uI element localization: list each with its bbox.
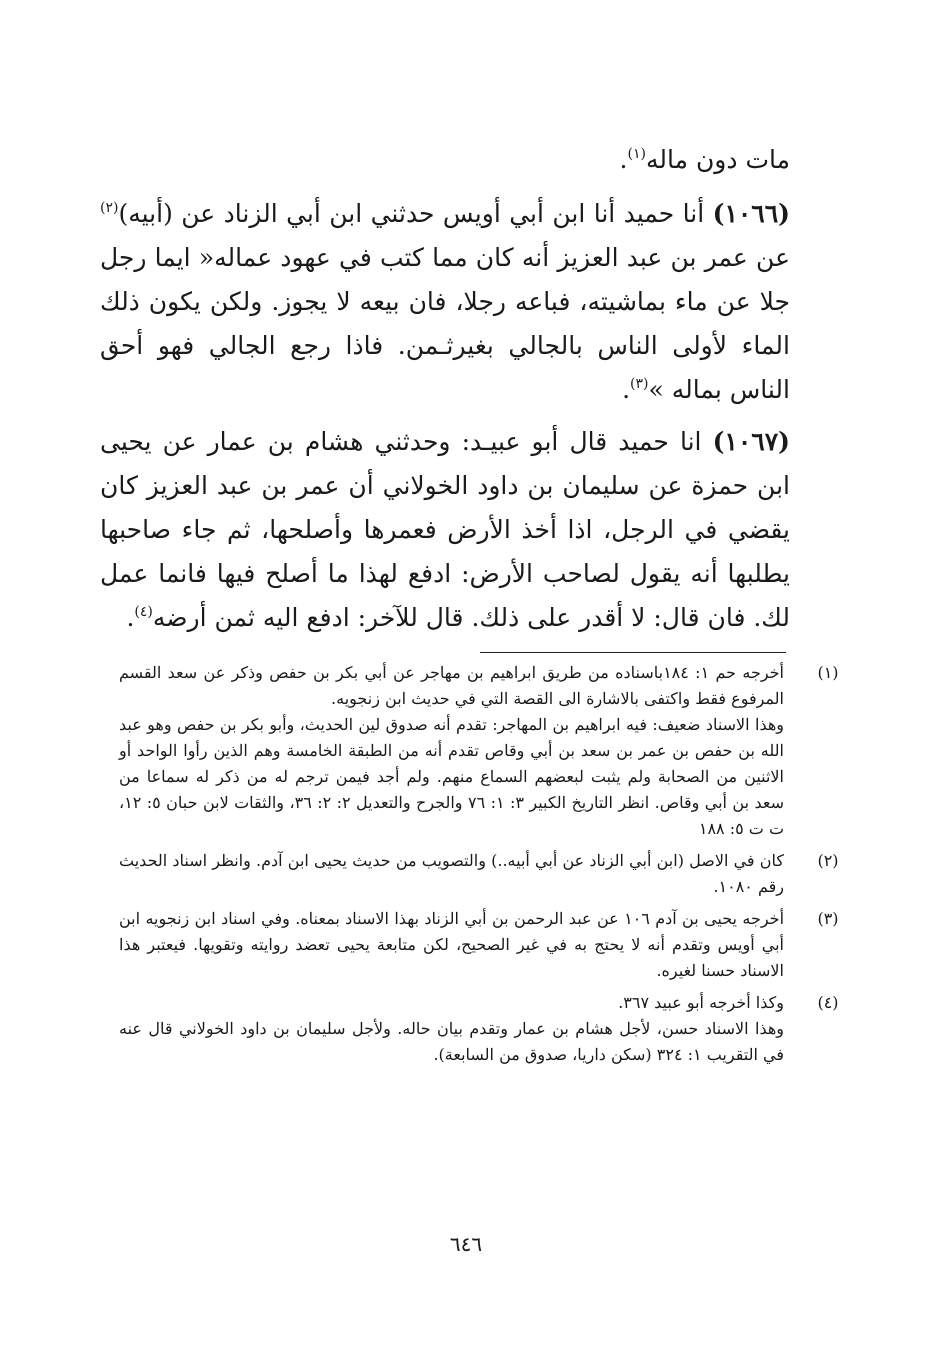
footnote-ref-4: (٤) [134, 604, 153, 620]
footnote-1 [119, 660, 839, 842]
hadith-number: (١٠٦٦) [712, 199, 790, 228]
hadith-1066 [100, 192, 790, 412]
footnote-text: وهذا الاسناد حسن، لأجل هشام بن عمار وتقدم بيان حاله. ولأجل سليمان بن داود الخولاني قال عنه في التقريب ١: ٣٢٤ (سكن داريا، صدوق من السابعة). [119, 1019, 784, 1064]
hadith-text-b: عن عمر بن عبد العزيز أنه كان مما كتب في عهود عماله« ايما رجل جلا عن ماء بماشيته، فباعه رجلا، فان بيعه لا يجوز. ولكن يكون ذلك الماء لأولى الناس بالجالي بغيرثـمن. فاذا رجع الجالي فهو أحق الناس بماله » [100, 243, 790, 404]
footnote-separator [480, 652, 786, 653]
intro-text: مات دون ماله [645, 145, 790, 174]
footnote-text: كان في الاصل (ابن أبي الزناد عن أبي أبيه..) والتصويب من حديث يحيى ابن آدم. وانظر اسناد الحديث رقم ١٠٨٠. [119, 851, 785, 896]
hadith-end: . [622, 375, 631, 404]
footnote-text: أخرجه حم ١: ١٨٤باسناده من طريق ابراهيم بن مهاجر عن أبي بكر بن حفص وذكر عن سعد القسم المرفوع فقط واكتفى بالاشارة الى القصة التي في حديث ابن زنجويه. [119, 663, 784, 708]
footnote-text: وكذا أخرجه أبو عبيد ٣٦٧. [618, 993, 784, 1012]
footnote-marker: (٣) [817, 909, 839, 928]
hadith-end: . [126, 603, 135, 632]
footnote-ref-1: (١) [627, 146, 646, 162]
footnote-2 [119, 848, 839, 900]
footnote-marker: (١) [817, 663, 839, 682]
intro-end: . [619, 145, 628, 174]
intro-paragraph [100, 138, 790, 182]
hadith-text: انا حميد قال أبو عبيـد: وحدثني هشام بن عمار عن يحيى ابن حمزة عن سليمان بن داود الخولاني أن عمر بن عبد العزيز كان يقضي في الرجل، اذا أخذ الأرض فعمرها وأصلحها، ثم جاء صاحبها يطلبها أنه يقول لصاحب الأرض: ادفع لهذا ما أصلح فيها فانما عمل لك. فان قال: لا أقدر على ذلك. قال للآخر: ادفع اليه ثمن أرضه [100, 427, 790, 632]
footnote-3 [119, 906, 839, 984]
footnote-marker: (٢) [817, 851, 839, 870]
hadith-number: (١٠٦٧) [712, 427, 790, 456]
footnote-ref-2: (٢) [100, 200, 119, 216]
footnote-text: أخرجه يحيى بن آدم ١٠٦ عن عبد الرحمن بن أبي الزناد بهذا الاسناد بمعناه. وفي اسناد ابن زنجويه ابن أبي أويس وتقدم أنه لا يحتج به في غير الصحيح، لكن متابعة يحيى تعضد روايته وتقويها. فيعتبر هذا الاسناد حسنا لغيره. [119, 909, 785, 980]
footnotes [119, 660, 839, 1074]
footnote-ref-3: (٣) [630, 376, 649, 392]
footnote-4 [119, 990, 839, 1068]
footnote-marker: (٤) [817, 993, 839, 1012]
hadith-text-a: أنا حميد أنا ابن أبي أويس حدثني ابن أبي الزناد عن (أبيه) [118, 199, 705, 228]
footnote-text: وهذا الاسناد ضعيف: فيه ابراهيم بن المهاجر: تقدم أنه صدوق لين الحديث، وأبو بكر بن حفص وهو عبد الله بن حفص بن عمر بن سعد بن أبي وقاص تقدم أنه من الطبقة الخامسة وهم الذين رأوا الواحد أو الاثنين من الصحابة ولم يثبت لبعضهم السماع منهم. ولم أجد فيمن ترجم له من ذكر له سماعا من سعد بن أبي وقاص. انظر التاريخ الكبير ٣: ١: ٧٦ والجرح والتعديل ٢: ٢: ٣٦، والثقات لابن حبان ٥: ١٢، ت ت ٥: ١٨٨ [119, 715, 784, 838]
page-number: ٦٤٦ [449, 1232, 483, 1256]
hadith-1067 [100, 420, 790, 640]
